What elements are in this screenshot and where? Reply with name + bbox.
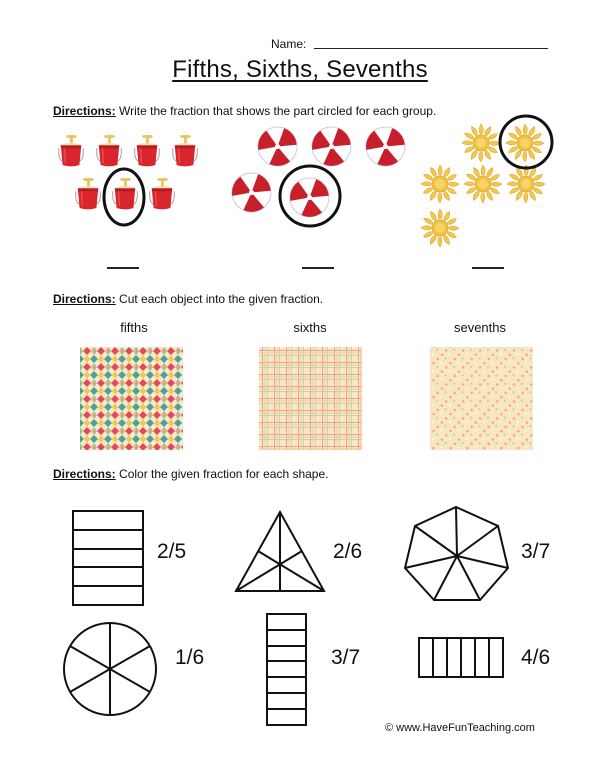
cut-label-sixths: sixths	[293, 320, 327, 335]
copyright-footer: © www.HaveFunTeaching.com	[385, 722, 535, 734]
fraction-label: 3/7	[521, 540, 551, 563]
triangle-sixths-shape	[236, 512, 324, 591]
directions-label: Directions:	[53, 104, 116, 118]
fraction-label: 2/6	[333, 540, 363, 563]
directions-text: Color the given fraction for each shape.	[115, 467, 329, 481]
heptagon-sevenths-shape	[405, 507, 508, 600]
fraction-label: 1/6	[175, 646, 205, 669]
directions-label: Directions:	[53, 292, 116, 306]
fraction-label: 4/6	[521, 646, 551, 669]
page-title: Fifths, Sixths, Sevenths	[172, 56, 428, 83]
tall-rectangle-sevenths-shape	[267, 614, 306, 725]
fraction-label: 3/7	[331, 646, 361, 669]
directions-label: Directions:	[53, 467, 116, 481]
cut-label-fifths: fifths	[120, 320, 148, 335]
directions-text: Write the fraction that shows the part circled for each group.	[115, 104, 437, 118]
cut-label-sevenths: sevenths	[453, 320, 507, 335]
rectangle-fifths-shape	[73, 511, 143, 605]
name-label: Name:	[271, 37, 307, 51]
fraction-label: 2/5	[157, 540, 187, 563]
circle-sixths-shape	[64, 623, 156, 715]
rectangle-sixths-shape	[419, 638, 503, 677]
directions-text: Cut each object into the given fraction.	[115, 292, 324, 306]
